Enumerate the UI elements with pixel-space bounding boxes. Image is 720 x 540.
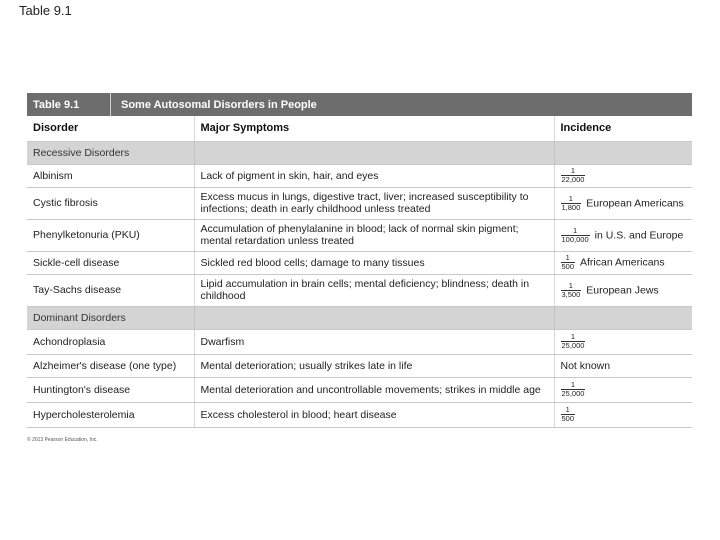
table-grid	[27, 116, 692, 428]
disorder-cell: Huntington's disease	[27, 377, 194, 402]
table-row	[27, 164, 692, 187]
table-caption-bar	[27, 93, 692, 116]
header-symptoms: Major Symptoms	[194, 116, 554, 141]
incidence-cell	[554, 354, 692, 377]
disorder-cell: Albinism	[27, 164, 194, 187]
incidence-cell	[554, 274, 692, 306]
table-row	[27, 377, 692, 402]
incidence-fraction: $\frac{1}{25,000}$	[561, 332, 585, 350]
incidence-cell	[554, 164, 692, 187]
disorder-cell: Achondroplasia	[27, 329, 194, 354]
incidence-fraction: $\frac{1}{500}$	[561, 405, 575, 423]
symptoms-cell: Dwarfism	[194, 329, 554, 354]
disorder-cell: Sickle-cell disease	[27, 251, 194, 274]
header-row	[27, 116, 692, 141]
disorder-cell: Tay-Sachs disease	[27, 274, 194, 306]
incidence-fraction: $\frac{1}{100,000}$	[561, 225, 589, 244]
incidence-fraction: $\frac{1}{500}$	[561, 253, 575, 271]
incidence-fraction: $\frac{1}{3,500}$	[561, 280, 581, 299]
incidence-cell	[554, 402, 692, 427]
table-row	[27, 251, 692, 274]
disorders-table	[27, 93, 692, 428]
table-row	[27, 187, 692, 219]
symptoms-cell: Lack of pigment in skin, hair, and eyes	[194, 164, 554, 187]
symptoms-cell: Excess cholesterol in blood; heart disease	[194, 402, 554, 427]
incidence-cell	[554, 219, 692, 251]
header-incidence: Incidence	[554, 116, 692, 141]
table-row	[27, 274, 692, 306]
table-number: Table 9.1	[27, 93, 111, 116]
symptoms-cell: Lipid accumulation in brain cells; mental deficiency; blindness; death in childhood	[194, 274, 554, 306]
disorder-cell: Hypercholesterolemia	[27, 402, 194, 427]
incidence-fraction: $\frac{1}{22,000}$	[561, 166, 585, 184]
section-row-recessive	[27, 141, 692, 164]
section-label: Recessive Disorders	[27, 141, 194, 164]
symptoms-cell: Mental deterioration; usually strikes late in life	[194, 354, 554, 377]
section-label: Dominant Disorders	[27, 306, 194, 329]
header-disorder: Disorder	[27, 116, 194, 141]
incidence-cell	[554, 251, 692, 274]
incidence-text: in U.S. and Europe	[594, 228, 684, 241]
copyright-note: © 2013 Pearson Education, Inc.	[27, 437, 98, 443]
incidence-fraction: $\frac{1}{1,800}$	[561, 193, 581, 212]
symptoms-cell: Mental deterioration and uncontrollable movements; strikes in middle age	[194, 377, 554, 402]
incidence-fraction: $\frac{1}{25,000}$	[561, 380, 585, 398]
section-row-dominant	[27, 306, 692, 329]
table-row	[27, 354, 692, 377]
table-row	[27, 329, 692, 354]
table-row	[27, 219, 692, 251]
incidence-cell	[554, 187, 692, 219]
table-caption: Some Autosomal Disorders in People	[121, 98, 317, 111]
table-row	[27, 402, 692, 427]
symptoms-cell: Excess mucus in lungs, digestive tract, liver; increased susceptibility to infections; death in early childhood unless treated	[194, 187, 554, 219]
disorder-cell: Phenylketonuria (PKU)	[27, 219, 194, 251]
incidence-cell	[554, 329, 692, 354]
symptoms-cell: Accumulation of phenylalanine in blood; lack of normal skin pigment; mental retardation unless treated	[194, 219, 554, 251]
incidence-text: European Americans	[586, 196, 684, 209]
incidence-text: African Americans	[580, 256, 665, 269]
incidence-cell	[554, 377, 692, 402]
slide-title: Table 9.1	[19, 3, 72, 18]
incidence-text: Not known	[560, 359, 611, 372]
symptoms-cell: Sickled red blood cells; damage to many tissues	[194, 251, 554, 274]
disorder-cell: Alzheimer's disease (one type)	[27, 354, 194, 377]
incidence-text: European Jews	[586, 283, 659, 296]
disorder-cell: Cystic fibrosis	[27, 187, 194, 219]
